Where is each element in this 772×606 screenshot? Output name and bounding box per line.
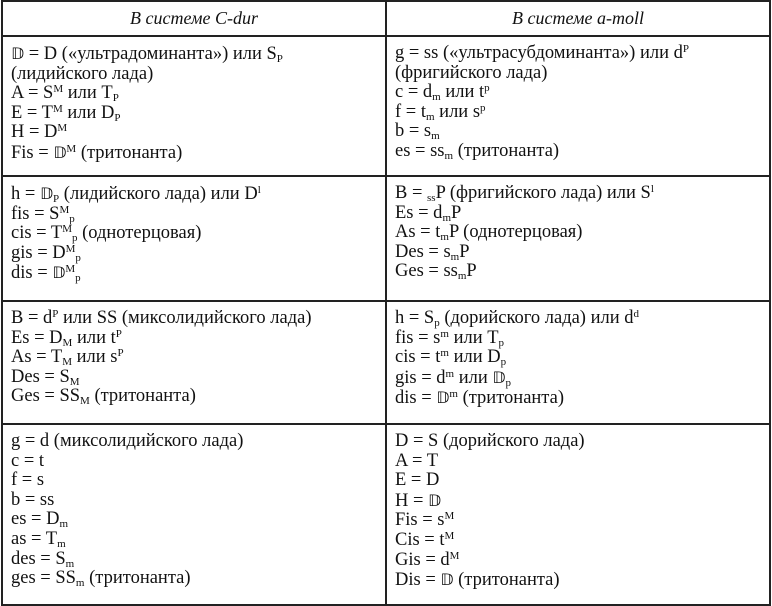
formula-line bbox=[395, 64, 761, 84]
formula-line bbox=[11, 329, 377, 349]
double-dominant-symbol: 𝔻 bbox=[11, 44, 25, 63]
superscript: M bbox=[65, 263, 76, 276]
formula-line bbox=[395, 329, 761, 349]
formula-text: = D («ультрадоминанта») или S bbox=[24, 44, 277, 64]
formula-text: или SS (миксолидийского лада) bbox=[58, 308, 312, 328]
formula-text: As = T bbox=[11, 347, 63, 368]
formula-line bbox=[11, 510, 377, 530]
cell-c-dur bbox=[2, 424, 386, 605]
formula-text: Dis = bbox=[395, 570, 441, 591]
cell-a-moll bbox=[386, 36, 770, 176]
superscript: P bbox=[682, 43, 689, 55]
formula-text: или T bbox=[63, 83, 113, 104]
subscript: p bbox=[75, 272, 81, 285]
formula-text: B = bbox=[395, 183, 428, 203]
formula-line bbox=[395, 388, 761, 409]
double-dominant-symbol: 𝔻 bbox=[440, 570, 454, 590]
formula-line bbox=[395, 511, 761, 531]
table-row bbox=[2, 176, 770, 301]
formula-text: es = D bbox=[11, 509, 60, 530]
formula-line bbox=[11, 530, 377, 550]
subscript: m bbox=[440, 231, 449, 244]
formula-line bbox=[11, 65, 377, 85]
superscript: P bbox=[115, 327, 122, 340]
formula-line bbox=[395, 432, 761, 452]
subscript: m bbox=[432, 91, 441, 104]
formula-text: Des = s bbox=[395, 241, 451, 262]
superscript: m bbox=[440, 327, 449, 340]
superscript: M bbox=[444, 529, 455, 542]
formula-text: g = d (миксолидийского лада) bbox=[11, 431, 244, 451]
formula-line bbox=[395, 531, 761, 551]
formula-line bbox=[11, 452, 377, 472]
subscript: m bbox=[457, 270, 467, 283]
superscript: d bbox=[633, 308, 640, 320]
superscript: m bbox=[445, 367, 455, 380]
formula-text: Fis = s bbox=[395, 510, 445, 531]
formula-text: (тритонанта) bbox=[453, 570, 560, 591]
formula-text: (фригийского лада) bbox=[395, 62, 548, 83]
subscript: M bbox=[69, 375, 80, 388]
formula-text: H = D bbox=[11, 122, 58, 143]
cell-c-dur bbox=[2, 176, 386, 301]
formula-text: c = t bbox=[11, 450, 45, 471]
formula-text: gis = d bbox=[395, 367, 446, 388]
formula-text: или T bbox=[448, 327, 499, 348]
formula-line bbox=[395, 551, 761, 571]
double-dominant-symbol: 𝔻 bbox=[492, 367, 506, 387]
formula-line bbox=[11, 491, 377, 511]
superscript: P bbox=[117, 347, 124, 360]
formula-text: (дорийского лада) или d bbox=[439, 308, 634, 328]
formula-text: dis = bbox=[11, 263, 53, 284]
formula-line bbox=[395, 142, 761, 162]
header-a-moll: В системе a-moll bbox=[386, 1, 770, 36]
formula-text: B = d bbox=[11, 308, 53, 328]
formula-line bbox=[11, 471, 377, 491]
superscript: M bbox=[59, 203, 70, 216]
superscript: m bbox=[449, 388, 458, 401]
formula-text: (тритонанта) bbox=[457, 388, 564, 409]
formula-text: Ges = SS bbox=[11, 386, 81, 407]
formula-line bbox=[11, 143, 377, 164]
formula-line bbox=[395, 348, 761, 368]
formula-line bbox=[11, 569, 377, 589]
formula-line bbox=[11, 432, 377, 452]
subscript: p bbox=[69, 212, 75, 225]
formula-text: (однотерцовая) bbox=[77, 223, 202, 244]
formula-text: As = t bbox=[395, 222, 441, 243]
cell-c-dur bbox=[2, 36, 386, 176]
formula-text: D = S (дорийского лада) bbox=[395, 431, 585, 451]
formula-text: (тритонанта) bbox=[84, 568, 191, 589]
formula-line bbox=[395, 368, 761, 389]
formula-text: или s bbox=[72, 347, 118, 368]
formula-line bbox=[11, 104, 377, 124]
double-dominant-symbol: 𝔻 bbox=[52, 263, 66, 283]
formula-text: (лидийского лада) или D bbox=[59, 184, 258, 204]
formula-text: или D bbox=[448, 347, 501, 368]
superscript: l bbox=[650, 183, 654, 195]
formula-text: A = T bbox=[395, 450, 438, 471]
formula-text: cis = T bbox=[11, 223, 63, 244]
superscript: M bbox=[53, 83, 64, 96]
superscript: m bbox=[440, 347, 449, 360]
double-dominant-symbol: 𝔻 bbox=[428, 490, 442, 510]
superscript: M bbox=[66, 142, 77, 155]
formula-line bbox=[11, 123, 377, 143]
formula-text: P bbox=[459, 241, 470, 262]
formula-text: b = ss bbox=[11, 489, 55, 510]
formula-line bbox=[11, 387, 377, 407]
table-row bbox=[2, 36, 770, 176]
formula-text: Es = d bbox=[395, 202, 443, 223]
formula-line bbox=[395, 570, 761, 591]
formula-line bbox=[395, 471, 761, 491]
formula-line bbox=[395, 204, 761, 224]
subscript: M bbox=[62, 336, 73, 349]
subscript: m bbox=[65, 557, 75, 570]
formula-text: или bbox=[454, 367, 493, 388]
formula-text: Fis = bbox=[11, 142, 54, 163]
subscript: m bbox=[425, 110, 435, 123]
formula-text: или s bbox=[434, 101, 481, 122]
subscript: m bbox=[59, 518, 69, 531]
formula-text: H = bbox=[395, 490, 429, 511]
formula-line bbox=[11, 348, 377, 368]
formula-text: fis = s bbox=[395, 327, 441, 348]
superscript: P bbox=[52, 308, 59, 320]
formula-text: g = ss («ультрасубдоминанта») или d bbox=[395, 43, 683, 63]
formula-text: f = s bbox=[11, 470, 45, 491]
formula-text: es = ss bbox=[395, 140, 445, 161]
subscript: m bbox=[75, 577, 85, 590]
cell-a-moll bbox=[386, 301, 770, 424]
subscript: M bbox=[80, 395, 90, 408]
formula-text: des = S bbox=[11, 548, 66, 569]
formula-text: Es = D bbox=[11, 327, 63, 348]
formula-text: P (однотерцовая) bbox=[448, 222, 583, 243]
formula-text: Gis = d bbox=[395, 549, 450, 570]
formula-line bbox=[11, 550, 377, 570]
formula-text: P bbox=[451, 202, 462, 223]
header-row bbox=[2, 1, 770, 36]
formula-line bbox=[11, 263, 377, 284]
subscript: m bbox=[57, 537, 66, 550]
formula-text: Ges = ss bbox=[395, 261, 458, 282]
formula-text: f = t bbox=[395, 101, 426, 122]
formula-text: as = T bbox=[11, 528, 58, 549]
table-row bbox=[2, 301, 770, 424]
superscript: p bbox=[480, 101, 486, 114]
formula-text: (тритонанта) bbox=[76, 142, 183, 163]
table-row bbox=[2, 424, 770, 605]
superscript: M bbox=[52, 102, 63, 115]
superscript: M bbox=[62, 223, 72, 236]
superscript: M bbox=[444, 510, 455, 523]
subscript: P bbox=[53, 193, 60, 205]
formula-line bbox=[11, 44, 377, 65]
formula-text: или t bbox=[72, 327, 116, 348]
subscript: m bbox=[444, 149, 454, 162]
formula-line bbox=[11, 309, 377, 329]
formula-line bbox=[395, 184, 761, 204]
subscript: P bbox=[276, 53, 283, 65]
formula-text: fis = S bbox=[11, 203, 60, 224]
formula-text: (тритонанта) bbox=[89, 386, 196, 407]
superscript: l bbox=[257, 184, 261, 196]
cell-a-moll bbox=[386, 176, 770, 301]
formula-line bbox=[395, 243, 761, 263]
subscript: ss bbox=[427, 192, 436, 204]
formula-text: h = bbox=[11, 184, 40, 204]
formula-line bbox=[395, 44, 761, 64]
subscript: P bbox=[114, 111, 121, 124]
formula-line bbox=[395, 491, 761, 512]
double-dominant-symbol: 𝔻 bbox=[39, 184, 54, 203]
formula-text: b = s bbox=[395, 121, 432, 142]
formula-line bbox=[395, 83, 761, 103]
formula-line bbox=[11, 224, 377, 244]
subscript: p bbox=[434, 317, 440, 329]
subscript: p bbox=[75, 251, 81, 264]
superscript: M bbox=[449, 549, 460, 562]
formula-text: или D bbox=[62, 102, 115, 123]
formula-text: ges = SS bbox=[11, 568, 76, 589]
function-correspondence-table bbox=[1, 0, 771, 606]
formula-line bbox=[395, 103, 761, 123]
subscript: m bbox=[442, 211, 451, 224]
double-dominant-symbol: 𝔻 bbox=[53, 142, 67, 162]
formula-line bbox=[11, 244, 377, 264]
formula-line bbox=[11, 205, 377, 225]
subscript: p bbox=[505, 376, 511, 389]
superscript: M bbox=[65, 242, 76, 255]
formula-line bbox=[11, 84, 377, 104]
formula-text: (лидийского лада) bbox=[11, 63, 154, 84]
formula-text: (тритонанта) bbox=[453, 140, 560, 161]
formula-line bbox=[395, 122, 761, 142]
formula-text: E = D bbox=[395, 470, 440, 491]
formula-text: Des = S bbox=[11, 366, 70, 387]
cell-c-dur bbox=[2, 301, 386, 424]
formula-text: P (фригийского лада) или S bbox=[435, 183, 651, 203]
formula-line bbox=[395, 262, 761, 282]
subscript: M bbox=[62, 356, 72, 369]
formula-text: Cis = t bbox=[395, 529, 445, 550]
formula-line bbox=[11, 368, 377, 388]
formula-line bbox=[395, 452, 761, 472]
subscript: P bbox=[112, 92, 119, 105]
formula-text: E = T bbox=[11, 102, 53, 123]
formula-text: P bbox=[466, 261, 477, 282]
subscript: p bbox=[71, 232, 78, 245]
header-c-dur: В системе C-dur bbox=[2, 1, 386, 36]
formula-text: cis = t bbox=[395, 347, 441, 368]
superscript: p bbox=[484, 82, 490, 95]
subscript: p bbox=[498, 336, 505, 349]
superscript: M bbox=[57, 122, 68, 135]
cell-a-moll bbox=[386, 424, 770, 605]
formula-line bbox=[395, 309, 761, 329]
formula-text: dis = bbox=[395, 388, 437, 409]
subscript: m bbox=[450, 250, 460, 263]
subscript: m bbox=[431, 130, 440, 143]
formula-line bbox=[395, 223, 761, 243]
formula-text: или t bbox=[440, 82, 485, 103]
formula-line bbox=[11, 184, 377, 205]
subscript: p bbox=[500, 356, 507, 369]
formula-text: h = S bbox=[395, 308, 435, 328]
formula-text: gis = D bbox=[11, 242, 66, 263]
formula-text: A = S bbox=[11, 83, 54, 104]
double-dominant-symbol: 𝔻 bbox=[436, 388, 450, 408]
formula-text: c = d bbox=[395, 82, 433, 103]
